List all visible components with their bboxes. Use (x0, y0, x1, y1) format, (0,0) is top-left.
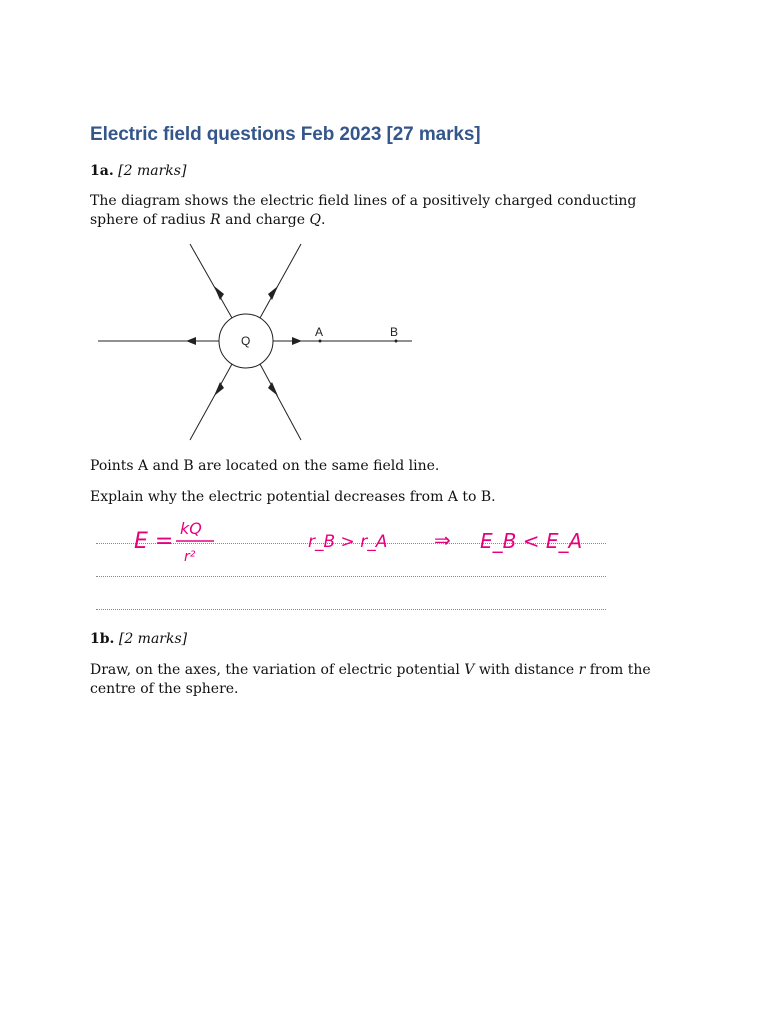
text-after: from the centre of the sphere. (90, 662, 651, 697)
answer-line-2[interactable] (96, 576, 606, 577)
hw-formula-left: E = (134, 529, 174, 554)
sphere-label: Q (241, 334, 251, 348)
var-r-distance: r (578, 662, 586, 678)
arrow-lower-right (268, 382, 278, 396)
hw-relation: r_B > r_A (308, 532, 388, 552)
hw-formula-den: r² (184, 549, 196, 565)
point-b-label: B (390, 325, 399, 339)
question-1a-text (90, 192, 680, 230)
arrow-upper-left (214, 286, 224, 300)
intro-text: The diagram shows the electric field lines of a positively charged conducting sphere of radius (90, 193, 637, 228)
field-line-lower-left (190, 364, 232, 440)
intro-and: and charge (225, 212, 305, 228)
point-a-dot (319, 340, 322, 343)
question-1b-text (90, 661, 680, 699)
point-b-dot (395, 340, 398, 343)
text-mid: with distance (478, 662, 575, 678)
field-lines-diagram (96, 240, 416, 445)
arrow-upper-right (268, 286, 278, 300)
question-1a-heading (90, 163, 186, 179)
question-marks: [2 marks] (118, 163, 187, 179)
answer-line-3[interactable] (96, 609, 606, 610)
page-title: Electric field questions Feb 2023 [27 marks] (90, 124, 481, 145)
points-text: Points A and B are located on the same field line. (90, 458, 440, 474)
var-v: V (464, 662, 475, 678)
arrow-lower-left (214, 382, 224, 396)
explain-text: Explain why the electric potential decreases from A to B. (90, 489, 496, 505)
arrow-right (292, 337, 302, 345)
point-a-label: A (315, 325, 324, 339)
hw-implies: ⇒ (434, 528, 451, 552)
question-1b-heading (90, 631, 187, 647)
hw-formula-num: kQ (180, 519, 202, 538)
arrow-left (186, 337, 196, 345)
question-marks: [2 marks] (118, 631, 188, 647)
hw-conclusion: E_B < E_A (480, 529, 583, 553)
intro-end: . (320, 212, 326, 228)
text-before-v: Draw, on the axes, the variation of electric potential (90, 662, 460, 678)
question-number: 1b. (90, 631, 115, 647)
var-r: R (210, 212, 221, 228)
handwritten-answer (96, 514, 616, 566)
field-line-upper-left (190, 244, 232, 318)
field-line-upper-right (260, 244, 301, 318)
var-q: Q (309, 212, 321, 228)
field-line-lower-right (260, 364, 301, 440)
question-number: 1a. (90, 163, 114, 179)
